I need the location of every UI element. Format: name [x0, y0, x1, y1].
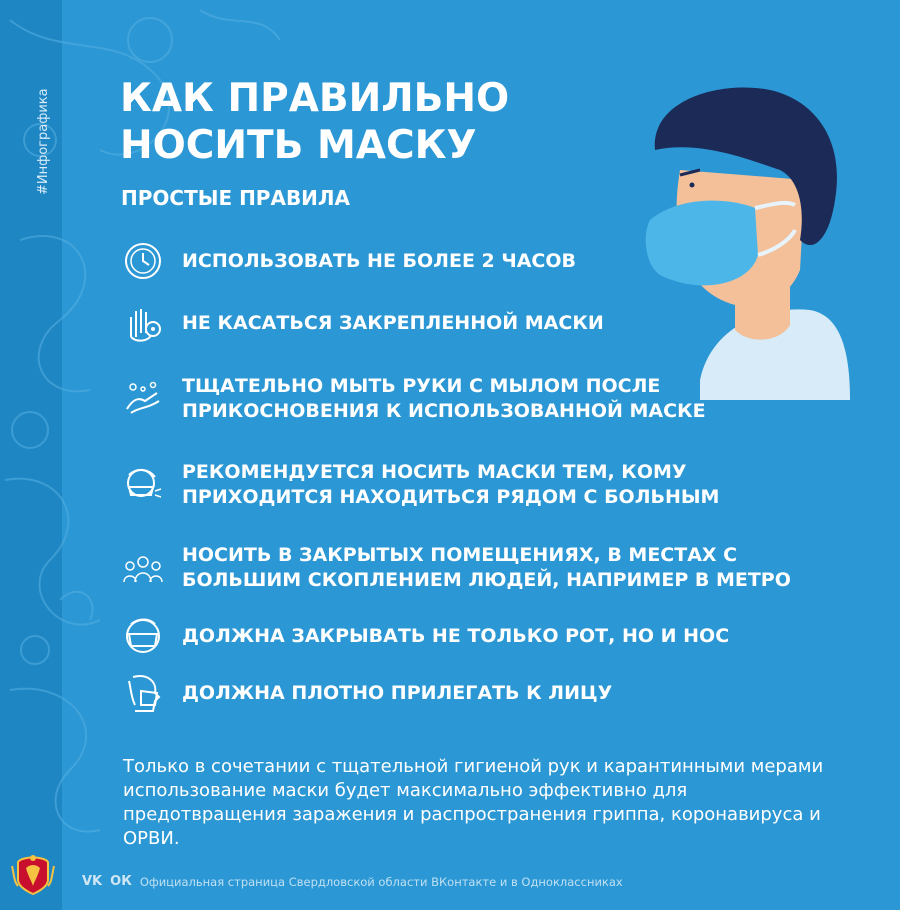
hand-washing-icon [120, 376, 166, 422]
rule-text [182, 374, 706, 424]
rule-text-line-1: НОСИТЬ В ЗАКРЫТЫХ ПОМЕЩЕНИЯХ, В МЕСТАХ С [182, 544, 738, 566]
rule-item-near-sick [120, 460, 719, 510]
page-title [120, 75, 620, 169]
infographic-tag: #Инфографика [36, 88, 51, 195]
rule-item-crowded-places [120, 543, 791, 593]
vk-icon[interactable]: VK [82, 874, 103, 889]
footer [82, 874, 623, 889]
rule-item-time-limit [120, 238, 576, 284]
clock-icon [120, 238, 166, 284]
odnoklassniki-icon[interactable]: ОК [110, 874, 132, 889]
hand-virus-icon [120, 300, 166, 346]
title-line-2: НОСИТЬ МАСКУ [120, 123, 477, 168]
rule-text: НЕ КАСАТЬСЯ ЗАКРЕПЛЕННОЙ МАСКИ [182, 311, 604, 334]
footer-text: Официальная страница Свердловской области ВКонтакте и в Одноклассниках [139, 874, 623, 889]
closing-note: Только в сочетании с тщательной гигиеной рук и карантинными мерами использование маски будет максимально эффективно для предотвращения заражения и распространения гриппа, коронавируса и ОРВИ. [123, 756, 824, 849]
title-line-1: КАК ПРАВИЛЬНО [120, 76, 510, 121]
rule-text-line-2: ПРИХОДИТСЯ НАХОДИТЬСЯ РЯДОМ С БОЛЬНЫМ [182, 486, 720, 508]
rule-item-dont-touch [120, 300, 604, 346]
rule-text-line-2: БОЛЬШИМ СКОПЛЕНИЕМ ЛЮДЕЙ, НАПРИМЕР В МЕТРО [182, 569, 791, 591]
rule-text [182, 543, 791, 593]
rule-item-tight-fit [120, 670, 612, 716]
rule-item-wash-hands [120, 374, 706, 424]
masked-face-icon [120, 613, 166, 659]
person-wearing-mask-icon [640, 80, 870, 400]
crowd-icon [120, 545, 166, 591]
rule-text [182, 460, 719, 510]
rule-text-line-1: ТЩАТЕЛЬНО МЫТЬ РУКИ С МЫЛОМ ПОСЛЕ [182, 375, 661, 397]
coat-of-arms-icon [10, 852, 56, 898]
rule-text-line-1: РЕКОМЕНДУЕТСЯ НОСИТЬ МАСКИ ТЕМ, КОМУ [182, 461, 687, 483]
rule-text: ДОЛЖНА ПЛОТНО ПРИЛЕГАТЬ К ЛИЦУ [182, 681, 613, 704]
rule-item-cover-nose [120, 613, 729, 659]
face-profile-mask-icon [120, 670, 166, 716]
rule-text: ДОЛЖНА ЗАКРЫВАТЬ НЕ ТОЛЬКО РОТ, НО И НОС [182, 624, 730, 647]
page-subtitle: ПРОСТЫЕ ПРАВИЛА [121, 186, 351, 210]
rule-text: ИСПОЛЬЗОВАТЬ НЕ БОЛЕЕ 2 ЧАСОВ [182, 249, 577, 272]
rule-text-line-2: ПРИКОСНОВЕНИЯ К ИСПОЛЬЗОВАННОЙ МАСКЕ [182, 400, 706, 422]
sick-person-icon [120, 462, 166, 508]
